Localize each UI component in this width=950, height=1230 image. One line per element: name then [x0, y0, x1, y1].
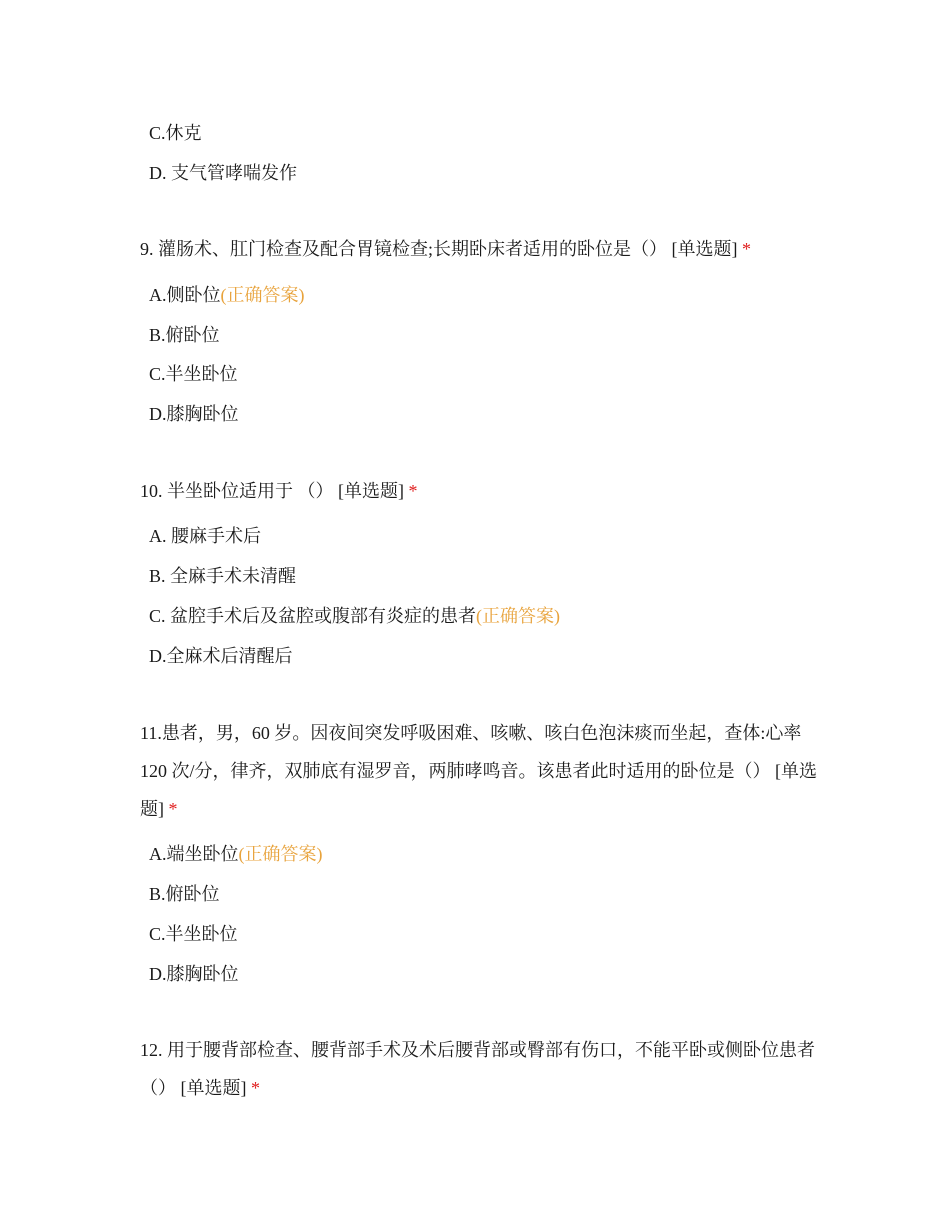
option-11-d[interactable] [149, 962, 239, 986]
option-label: D. 支气管哮喘发作 [149, 163, 297, 183]
option-label: A.侧卧位 [149, 285, 221, 305]
question-type-tag: [单选题] [140, 761, 817, 819]
option-label: B. 全麻手术未清醒 [149, 566, 297, 586]
question-12-title [140, 1031, 820, 1107]
option-9-d[interactable] [149, 402, 239, 426]
option-9-c[interactable] [149, 362, 238, 386]
question-text: 10. 半坐卧位适用于 （） [140, 481, 334, 501]
option-11-c[interactable] [149, 922, 238, 946]
option-label: B.俯卧位 [149, 325, 220, 345]
option-label: D.膝胸卧位 [149, 964, 239, 984]
option-prev-d[interactable] [149, 161, 297, 185]
option-label: C.半坐卧位 [149, 924, 238, 944]
question-text: 11.患者，男，60 岁。因夜间突发呼吸困难、咳嗽、咳白色泡沫痰而坐起，查体:心率 120 次/分，律齐，双肺底有湿罗音，两肺哮鸣音。该患者此时适用的卧位是（） [140, 723, 802, 781]
option-10-a[interactable] [149, 524, 261, 548]
option-11-b[interactable] [149, 882, 220, 906]
question-9-title [140, 230, 820, 268]
required-marker: * [251, 1078, 260, 1098]
option-label: C.半坐卧位 [149, 364, 238, 384]
option-prev-c[interactable] [149, 121, 202, 145]
question-type-tag: [单选题] [671, 239, 738, 259]
option-10-d[interactable] [149, 644, 293, 668]
question-type-tag: [单选题] [338, 481, 404, 501]
option-label: B.俯卧位 [149, 884, 220, 904]
question-text: 9. 灌肠术、肛门检查及配合胃镜检查;长期卧床者适用的卧位是（） [140, 239, 667, 259]
option-11-a[interactable] [149, 842, 323, 866]
option-9-b[interactable] [149, 323, 220, 347]
question-10-title [140, 472, 820, 510]
required-marker: * [168, 799, 178, 819]
required-marker: * [742, 239, 751, 259]
question-type-tag: [单选题] [180, 1078, 247, 1098]
option-label: C.休克 [149, 123, 202, 143]
required-marker: * [408, 481, 418, 501]
option-label: D.全麻术后清醒后 [149, 646, 293, 666]
option-label: A. 腰麻手术后 [149, 526, 261, 546]
option-label: D.膝胸卧位 [149, 404, 239, 424]
correct-answer-marker: (正确答案) [220, 285, 305, 305]
option-label: A.端坐卧位 [149, 844, 239, 864]
option-10-b[interactable] [149, 564, 296, 588]
correct-answer-marker: (正确答案) [476, 606, 561, 626]
correct-answer-marker: (正确答案) [238, 844, 323, 864]
option-10-c[interactable] [149, 604, 560, 628]
question-text: 12. 用于腰背部检查、腰背部手术及术后腰背部或臀部有伤口，不能平卧或侧卧位患者（） [140, 1040, 815, 1098]
option-label: C. 盆腔手术后及盆腔或腹部有炎症的患者 [149, 606, 477, 626]
question-11-title [140, 714, 820, 828]
option-9-a[interactable] [149, 283, 305, 307]
